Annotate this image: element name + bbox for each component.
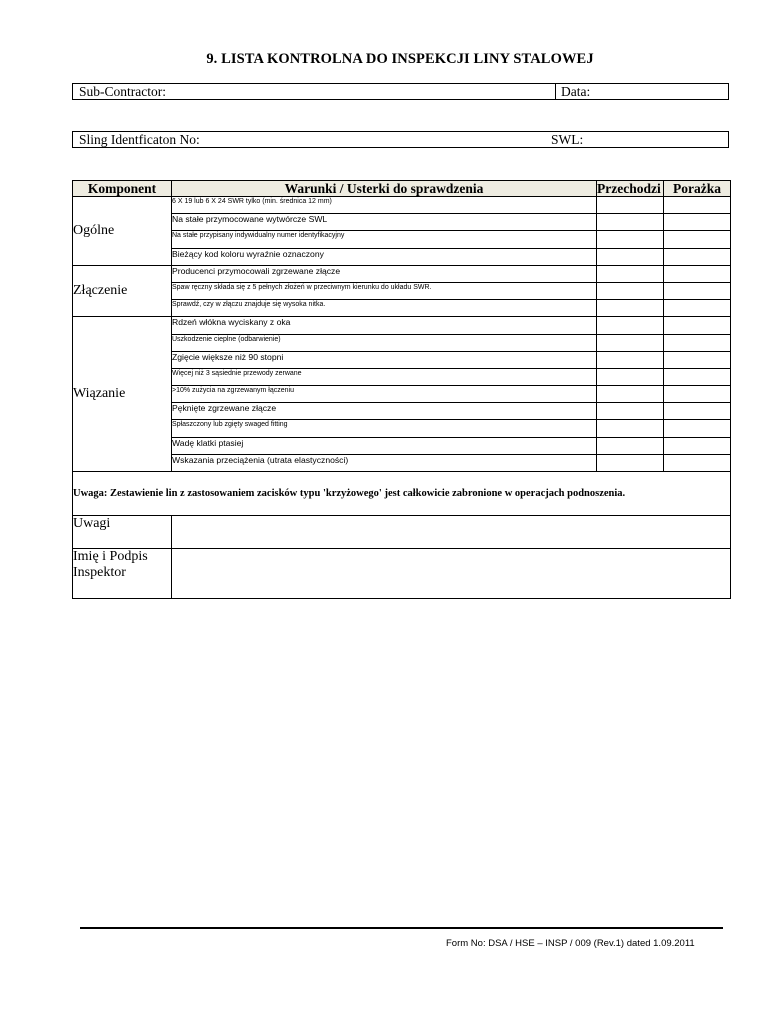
date-field[interactable] — [555, 84, 728, 99]
check-item: Sprawdź, czy w złączu znajduje się wysoka nitka. — [172, 300, 597, 317]
pass-checkbox[interactable] — [597, 386, 664, 403]
header-conditions: Warunki / Usterki do sprawdzenia — [172, 181, 597, 197]
fail-checkbox[interactable] — [664, 334, 731, 351]
pass-checkbox[interactable] — [597, 403, 664, 420]
fail-checkbox[interactable] — [664, 368, 731, 385]
fail-checkbox[interactable] — [664, 317, 731, 334]
check-item: Spaw ręczny składa się z 5 pełnych złożeń w przeciwnym kierunku do układu SWR. — [172, 282, 597, 299]
table-row — [73, 454, 731, 471]
check-item: Na stałe przymocowane wytwórcze SWL — [172, 214, 597, 231]
check-item: Uszkodzenie cieplne (odbarwienie) — [172, 334, 597, 351]
fail-checkbox[interactable] — [664, 214, 731, 231]
fail-checkbox[interactable] — [664, 265, 731, 282]
table-row — [73, 265, 731, 282]
fail-checkbox[interactable] — [664, 420, 731, 437]
fail-checkbox[interactable] — [664, 386, 731, 403]
swl-field[interactable] — [545, 132, 728, 147]
page-title: 9. LISTA KONTROLNA DO INSPEKCJI LINY STALOWEJ — [206, 51, 594, 67]
table-row — [73, 351, 731, 368]
component-splice: Złączenie — [73, 265, 172, 317]
component-general: Ogólne — [73, 197, 172, 266]
fail-checkbox[interactable] — [664, 248, 731, 265]
form-number: Form No: DSA / HSE – INSP / 009 (Rev.1) dated 1.09.2011 — [446, 938, 695, 949]
check-item: Wadę klatki ptasiej — [172, 437, 597, 454]
table-row — [73, 197, 731, 214]
fail-checkbox[interactable] — [664, 231, 731, 248]
header-component: Komponent — [73, 181, 172, 197]
check-item: Bieżący kod koloru wyraźnie oznaczony — [172, 248, 597, 265]
remarks-field[interactable] — [172, 516, 731, 549]
pass-checkbox[interactable] — [597, 214, 664, 231]
fail-checkbox[interactable] — [664, 437, 731, 454]
date-label: Data: — [561, 84, 591, 99]
remarks-label: Uwagi — [73, 516, 172, 549]
fail-checkbox[interactable] — [664, 197, 731, 214]
check-item: Zgięcie większe niż 90 stopni — [172, 351, 597, 368]
pass-checkbox[interactable] — [597, 437, 664, 454]
sling-id-label: Sling Identficaton No: — [79, 132, 200, 147]
remarks-row — [73, 516, 731, 549]
check-item: Wskazania przeciążenia (utrata elastyczności) — [172, 454, 597, 471]
pass-checkbox[interactable] — [597, 420, 664, 437]
fail-checkbox[interactable] — [664, 282, 731, 299]
inspection-checklist-table — [72, 180, 731, 599]
table-row — [73, 248, 731, 265]
signature-field[interactable] — [172, 549, 731, 599]
pass-checkbox[interactable] — [597, 351, 664, 368]
table-row — [73, 282, 731, 299]
table-row — [73, 300, 731, 317]
header-fail: Porażka — [664, 181, 731, 197]
fail-checkbox[interactable] — [664, 300, 731, 317]
check-item: Więcej niż 3 sąsiednie przewody zerwane — [172, 368, 597, 385]
check-item: >10% zużycia na zgrzewanym łączeniu — [172, 386, 597, 403]
table-row — [73, 214, 731, 231]
fail-checkbox[interactable] — [664, 403, 731, 420]
table-header-row — [73, 181, 731, 197]
table-row — [73, 420, 731, 437]
check-item: Na stałe przypisany indywidualny numer identyfikacyjny — [172, 231, 597, 248]
table-row — [73, 231, 731, 248]
check-item: Rdzeń włókna wyciskany z oka — [172, 317, 597, 334]
table-row — [73, 368, 731, 385]
pass-checkbox[interactable] — [597, 197, 664, 214]
note-row — [73, 472, 731, 516]
subcontractor-row — [72, 83, 729, 100]
header-pass: Przechodzi — [597, 181, 664, 197]
check-item: Spłaszczony lub zgięty swaged fitting — [172, 420, 597, 437]
table-row — [73, 334, 731, 351]
fail-checkbox[interactable] — [664, 454, 731, 471]
safety-note: Uwaga: Zestawienie lin z zastosowaniem zacisków typu 'krzyżowego' jest całkowicie zabronione w operacjach podnoszenia. — [73, 472, 731, 516]
table-row — [73, 437, 731, 454]
pass-checkbox[interactable] — [597, 317, 664, 334]
pass-checkbox[interactable] — [597, 265, 664, 282]
pass-checkbox[interactable] — [597, 334, 664, 351]
table-row — [73, 403, 731, 420]
component-binding: Wiązanie — [73, 317, 172, 472]
pass-checkbox[interactable] — [597, 300, 664, 317]
subcontractor-label: Sub-Contractor: — [79, 84, 166, 99]
sling-row — [72, 131, 729, 148]
signature-row — [73, 549, 731, 599]
signature-label: Imię i Podpis Inspektor — [73, 549, 172, 599]
sling-id-field[interactable] — [73, 132, 543, 147]
subcontractor-field[interactable] — [73, 84, 555, 99]
footer-divider — [80, 927, 723, 929]
pass-checkbox[interactable] — [597, 454, 664, 471]
pass-checkbox[interactable] — [597, 282, 664, 299]
pass-checkbox[interactable] — [597, 231, 664, 248]
fail-checkbox[interactable] — [664, 351, 731, 368]
table-row — [73, 317, 731, 334]
pass-checkbox[interactable] — [597, 368, 664, 385]
check-item: Producenci przymocowali zgrzewane złącze — [172, 265, 597, 282]
pass-checkbox[interactable] — [597, 248, 664, 265]
check-item: 6 X 19 lub 6 X 24 SWR tylko (min. średnica 12 mm) — [172, 197, 597, 214]
table-row — [73, 386, 731, 403]
check-item: Pęknięte zgrzewane złącze — [172, 403, 597, 420]
swl-label: SWL: — [551, 132, 584, 147]
